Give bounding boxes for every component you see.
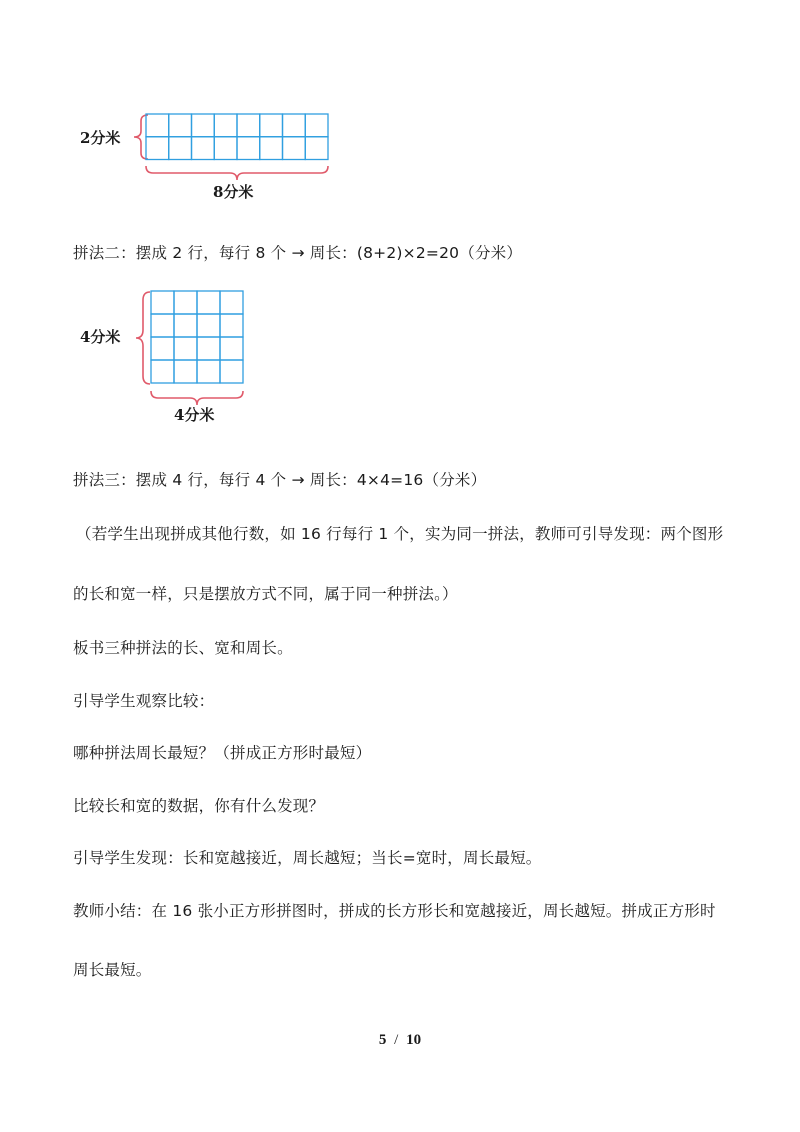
note-line-1: （若学生出现拼成其他行数，如 16 行每行 1 个，实为同一拼法，教师可引导发现：两个图形 — [76, 525, 724, 543]
unit-square — [197, 291, 220, 314]
page-total: 10 — [406, 1032, 422, 1048]
figure1-width-label: 8分米 — [213, 183, 254, 201]
unit-square — [220, 314, 243, 337]
paragraph-guide-compare: 引导学生观察比较： — [73, 692, 215, 710]
figure2-left-brace — [136, 292, 150, 384]
figure1-height-label: 2分米 — [80, 129, 121, 147]
unit-square — [151, 360, 174, 383]
figure2-grid — [151, 291, 243, 383]
method-two-text: 拼法二：摆成 2 行，每行 8 个 → 周长：(8+2)×2=20（分米） — [73, 244, 523, 262]
note-line-2: 的长和宽一样，只是摆放方式不同，属于同一种拼法。） — [73, 585, 458, 603]
summary-line-1: 教师小结：在 16 张小正方形拼图时，拼成的长方形长和宽越接近，周长越短。拼成正方形时 — [73, 902, 716, 920]
page-current: 5 — [378, 1032, 387, 1048]
figure2-width-label: 4分米 — [174, 406, 215, 424]
method-three-text: 拼法三：摆成 4 行，每行 4 个 → 周长：4×4=16（分米） — [73, 471, 487, 489]
unit-square — [151, 314, 174, 337]
unit-square — [220, 360, 243, 383]
page-number — [0, 1032, 800, 1049]
unit-square — [220, 337, 243, 360]
unit-square — [197, 360, 220, 383]
paragraph-question-data: 比较长和宽的数据，你有什么发现？ — [73, 797, 325, 815]
unit-square — [151, 291, 174, 314]
unit-square — [197, 337, 220, 360]
unit-square — [174, 291, 197, 314]
paragraph-question-shortest: 哪种拼法周长最短？（拼成正方形时最短） — [73, 744, 372, 762]
paragraph-guide-discover: 引导学生发现：长和宽越接近，周长越短；当长=宽时，周长最短。 — [73, 849, 542, 867]
unit-square — [220, 291, 243, 314]
unit-square — [174, 314, 197, 337]
paragraph-board-summary: 板书三种拼法的长、宽和周长。 — [73, 639, 293, 657]
unit-square — [174, 337, 197, 360]
figure2-height-label: 4分米 — [80, 328, 121, 346]
unit-square — [197, 314, 220, 337]
unit-square — [151, 337, 174, 360]
figure2-bottom-brace — [151, 391, 243, 405]
summary-line-2: 周长最短。 — [73, 961, 152, 979]
unit-square — [174, 360, 197, 383]
page-separator: / — [394, 1032, 399, 1048]
